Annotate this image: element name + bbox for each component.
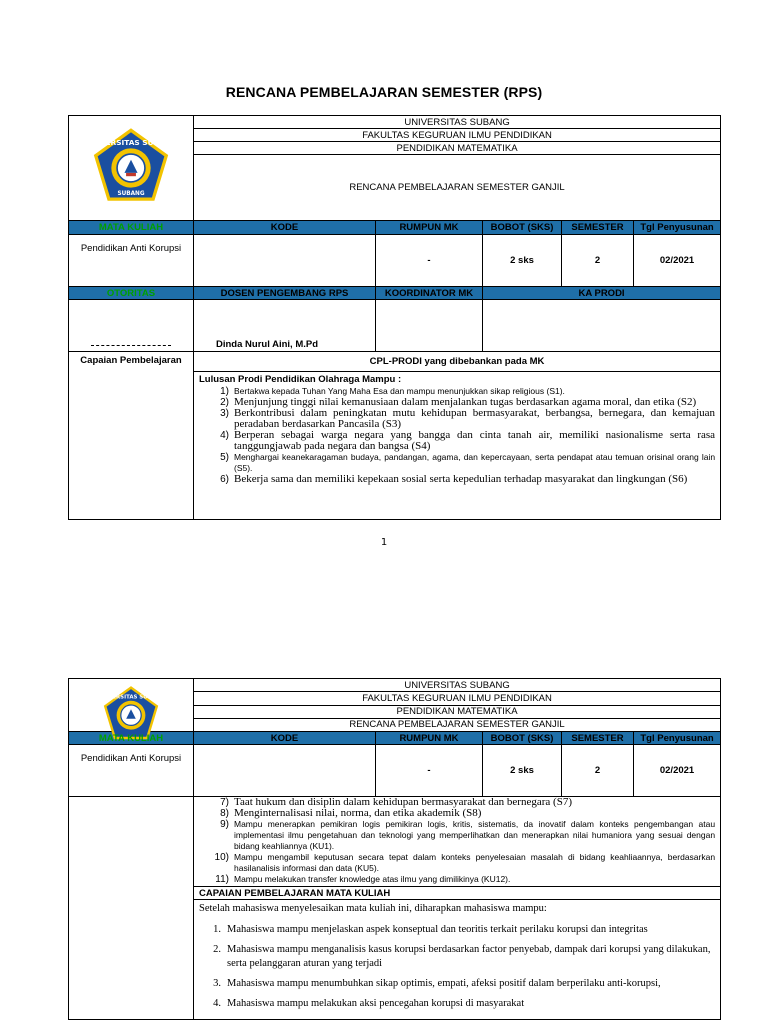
semester-header: SEMESTER — [562, 732, 634, 745]
course-tgl: 02/2021 — [634, 745, 721, 797]
koordinator-header: KOORDINATOR MK — [376, 287, 483, 300]
course-bobot: 2 sks — [483, 745, 562, 797]
course-rumpun: - — [376, 235, 483, 287]
cpl-intro: Lulusan Prodi Pendidikan Olahraga Mampu : — [199, 374, 402, 385]
kode-header: KODE — [194, 221, 376, 235]
course-kode — [194, 745, 376, 797]
cpl-title: CPL-PRODI yang dibebankan pada MK — [194, 352, 721, 372]
dosen-name: Dinda Nurul Aini, M.Pd — [194, 300, 376, 352]
list-item: 3) Berkontribusi dalam peningkatan mutu kehidupan bermasyarakat, berbangsa, bernegara, dan kemajuan peradaban berdasarkan Pancasila (S3) — [220, 407, 716, 430]
program-name: PENDIDIKAN MATEMATIKA — [194, 142, 721, 155]
list-item: 9) Mampu menerapkan pemikiran logis pemikiran logis, kritis, sistematis, da inovatif dalam konteks pengembangan atau implementasi ilmu pengetahuan dan teknologi yang memperlihatkan dan menerapkan nilai humaniora yang sesuai dengan bidang keahliannya (KU1). — [220, 819, 716, 851]
course-rumpun: - — [376, 745, 483, 797]
logo-cell — [69, 116, 194, 221]
koordinator-signature-cell — [376, 300, 483, 352]
cpl-content-continued — [194, 797, 721, 887]
course-name: Pendidikan Anti Korupsi — [69, 235, 194, 287]
otoritas-signature-cell — [69, 300, 194, 352]
cpl-content — [194, 372, 721, 520]
bobot-header: BOBOT (SKS) — [483, 732, 562, 745]
list-item: 10) Mampu mengambil keputusan secara tepat dalam konteks penyelesaian masalah di bidang keahliaannya, berdasarkan hasilanalisis informasi dan data (KU5). — [214, 852, 716, 873]
cpmk-content — [194, 900, 721, 1020]
otoritas-header: OTORITAS — [69, 287, 194, 300]
list-item: 2) Menjunjung tinggi nilai kemanusiaan dalam menjalankan tugas berdasarkan agama moral, dan etika (S2) — [220, 396, 697, 408]
list-item: 2. Mahasiswa mampu menganalisis kasus korupsi berdasarkan factor penyebab, dampak dari korupsi yang dilakukan, serta pelanggaran aturan yang terjadi — [213, 944, 711, 969]
list-item: 7) Taat hukum dan disiplin dalam kehidupan bermasyarakat dan bernegara (S7) — [220, 796, 572, 808]
dosen-header: DOSEN PENGEMBANG RPS — [194, 287, 376, 300]
logo-text-top: UNIVERSITAS SUBANG — [97, 694, 165, 701]
bobot-header: BOBOT (SKS) — [483, 221, 562, 235]
logo-text-top: UNIVERSITAS SUBANG — [84, 138, 178, 148]
list-item: 4. Mahasiswa mampu melakukan aksi pencegahan korupsi di masyarakat — [213, 998, 525, 1009]
cpl-list-page1 — [199, 386, 715, 485]
ka-prodi-header: KA PRODI — [483, 287, 721, 300]
course-kode — [194, 235, 376, 287]
cpmk-title: CAPAIAN PEMBELAJARAN MATA KULIAH — [194, 887, 721, 900]
course-bobot: 2 sks — [483, 235, 562, 287]
mata-kuliah-header: MATA KULIAH — [69, 221, 194, 235]
list-item: 6) Bekerja sama dan memiliki kepekaan sosial serta kepedulian terhadap masyarakat dan lingkungan (S6) — [220, 473, 688, 485]
list-item: 1. Mahasiswa mampu menjelaskan aspek konseptual dan teoritis terkait perilaku korupsi dan integritas — [213, 924, 648, 935]
rumpun-header: RUMPUN MK — [376, 732, 483, 745]
capaian-left-cell — [69, 797, 194, 1020]
university-logo — [97, 685, 165, 731]
kode-header: KODE — [194, 732, 376, 745]
university-name: UNIVERSITAS SUBANG — [194, 116, 721, 129]
capaian-label: Capaian Pembelajaran — [69, 352, 194, 520]
university-name: UNIVERSITAS SUBANG — [194, 679, 721, 692]
course-semester: 2 — [562, 745, 634, 797]
list-item: 8) Menginternalisasi nilai, norma, dan etika akademik (S8) — [220, 807, 482, 819]
logo-cell — [69, 679, 194, 732]
course-semester: 2 — [562, 235, 634, 287]
course-name: Pendidikan Anti Korupsi — [69, 745, 194, 797]
faculty-name: FAKULTAS KEGURUAN ILMU PENDIDIKAN — [194, 129, 721, 142]
logo-text-bottom: SUBANG — [117, 191, 145, 198]
list-item: 11) Mampu melakukan transfer knowledge atas ilmu yang dimilikinya (KU12). — [215, 874, 511, 885]
cpmk-intro: Setelah mahasiswa menyelesaikan mata kuliah ini, diharapkan mahasiswa mampu: — [199, 903, 547, 914]
document-title: RENCANA PEMBELAJARAN SEMESTER (RPS) — [225, 84, 543, 100]
list-item: 4) Berperan sebagai warga negara yang bangga dan cinta tanah air, memiliki nasionalisme serta rasa tanggungjawab pada negara dan bangsa (S4) — [220, 429, 716, 452]
semester-header: SEMESTER — [562, 221, 634, 235]
signature-line — [91, 345, 171, 346]
tgl-header: Tgl Penyusunan — [634, 732, 721, 745]
rps-semester-title: RENCANA PEMBELAJARAN SEMESTER GANJIL — [194, 155, 721, 221]
course-tgl: 02/2021 — [634, 235, 721, 287]
cpl-list-page2 — [199, 797, 715, 885]
ka-prodi-signature-cell — [483, 300, 721, 352]
rps-table-page1 — [68, 115, 721, 520]
rumpun-header: RUMPUN MK — [376, 221, 483, 235]
program-name: PENDIDIKAN MATEMATIKA — [194, 705, 721, 718]
list-item: 3. Mahasiswa mampu menumbuhkan sikap optimis, empati, afeksi positif dalam berperilaku anti-korupsi, — [213, 978, 661, 989]
tgl-header: Tgl Penyusunan — [634, 221, 721, 235]
list-item: 5) Menghargai keanekaragaman budaya, pandangan, agama, dan kepercayaan, serta pendapat atau temuan orisinal orang lain (S5). — [220, 452, 716, 473]
rps-table-page2 — [68, 678, 721, 1020]
university-logo — [84, 127, 178, 209]
rps-semester-title: RENCANA PEMBELAJARAN SEMESTER GANJIL — [194, 718, 721, 731]
faculty-name: FAKULTAS KEGURUAN ILMU PENDIDIKAN — [194, 692, 721, 705]
cpmk-list — [199, 923, 715, 1011]
list-item: 1) Bertakwa kepada Tuhan Yang Maha Esa dan mampu menunjukkan sikap religious (S1). — [220, 386, 565, 397]
mata-kuliah-header: MATA KULIAH — [69, 732, 194, 745]
page-number: 1 — [380, 537, 388, 548]
